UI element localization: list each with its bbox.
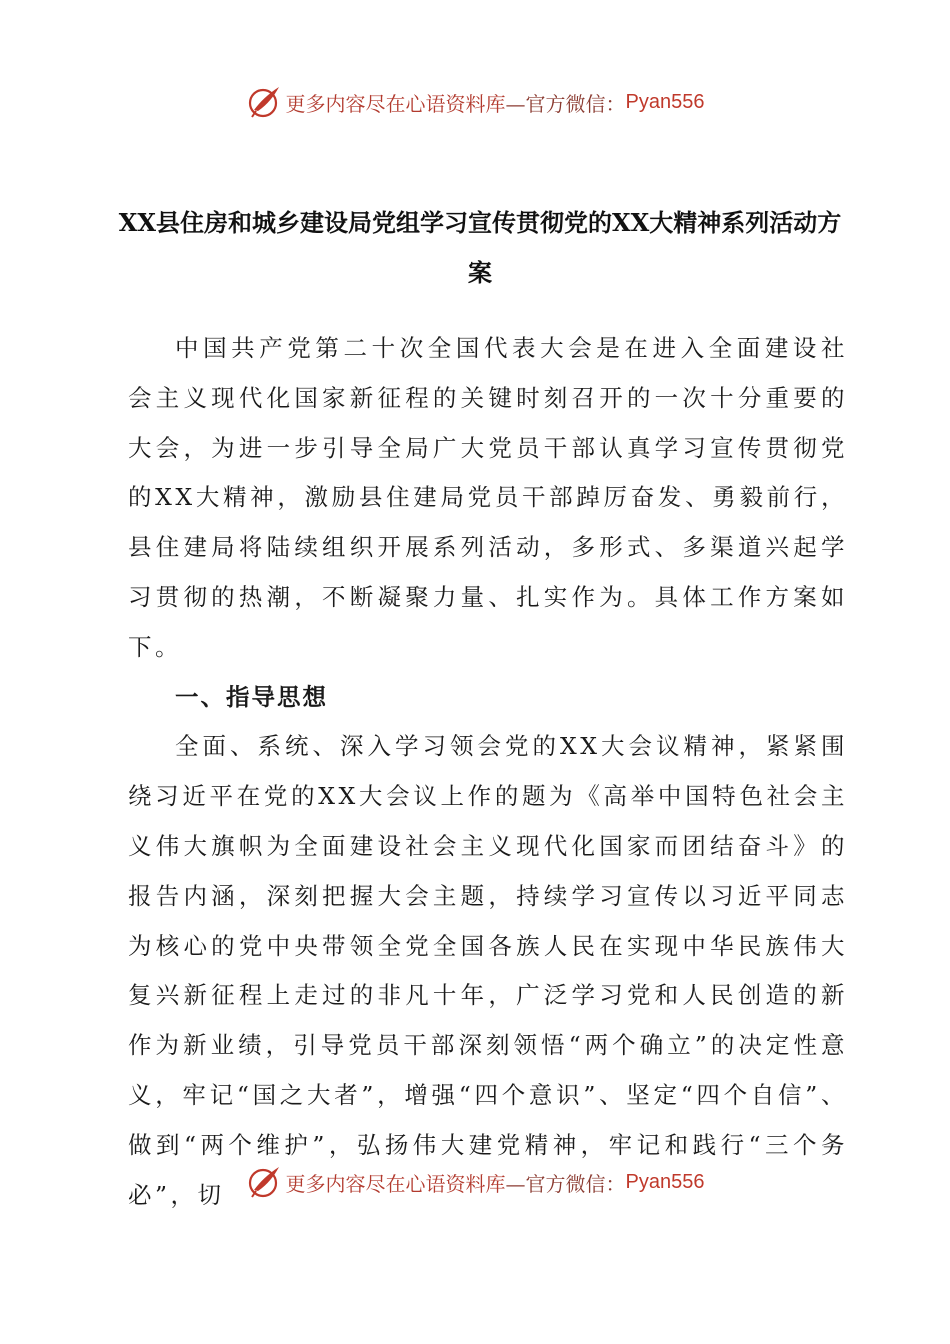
quill-logo-icon <box>246 84 282 120</box>
banner-wechat-id: Pyan556 <box>625 90 705 113</box>
banner-dash-text: —官方微信： <box>505 1171 626 1196</box>
banner-wechat-id: Pyan556 <box>625 1170 705 1193</box>
banner-text: 更多内容尽在心语资料库 <box>285 91 506 116</box>
quill-logo-icon <box>246 1164 282 1200</box>
footer-banner <box>0 1162 950 1202</box>
section-heading: 一、指导思想 <box>175 682 328 711</box>
intro-paragraph: 中国共产党第二十次全国代表大会是在进入全面建设社会主义现代化国家新征程的关键时刻召开的一次十分重要的大会，为进一步引导全局广大党员干部认真学习宣传贯彻党的XX大精神，激励县住建局党员干部踔厉奋发、勇毅前行，县住建局将陆续组织开展系列活动，多形式、多渠道兴起学习贯彻的热潮，不断凝聚力量、扎实作为。具体工作方案如下。 <box>128 334 848 661</box>
section-paragraph: 全面、系统、深入学习领会党的XX大会议精神，紧紧围绕习近平在党的XX大会议上作的题为《高举中国特色社会主义伟大旗帜为全面建设社会主义现代化国家而团结奋斗》的报告内涵，深刻把握大会主题，持续学习宣传以习近平同志为核心的党中央带领全党全国各族人民在实现中华民族伟大复兴新征程上走过的非凡十年，广泛学习党和人民创造的新作为新业绩，引导党员干部深刻领悟“两个确立”的决定性意义，牢记“国之大者”，增强“四个意识”、坚定“四个自信”、做到“两个维护”，弘扬伟大建党精神，牢记和践行“三个务必”，切 <box>128 732 848 1209</box>
banner-text: 更多内容尽在心语资料库 <box>285 1171 506 1196</box>
document-title: XX县住房和城乡建设局党组学习宣传贯彻党的XX大精神系列活动方案 <box>118 208 842 287</box>
document-body <box>128 324 848 1220</box>
header-banner <box>0 82 950 122</box>
banner-dash-text: —官方微信： <box>505 91 626 116</box>
